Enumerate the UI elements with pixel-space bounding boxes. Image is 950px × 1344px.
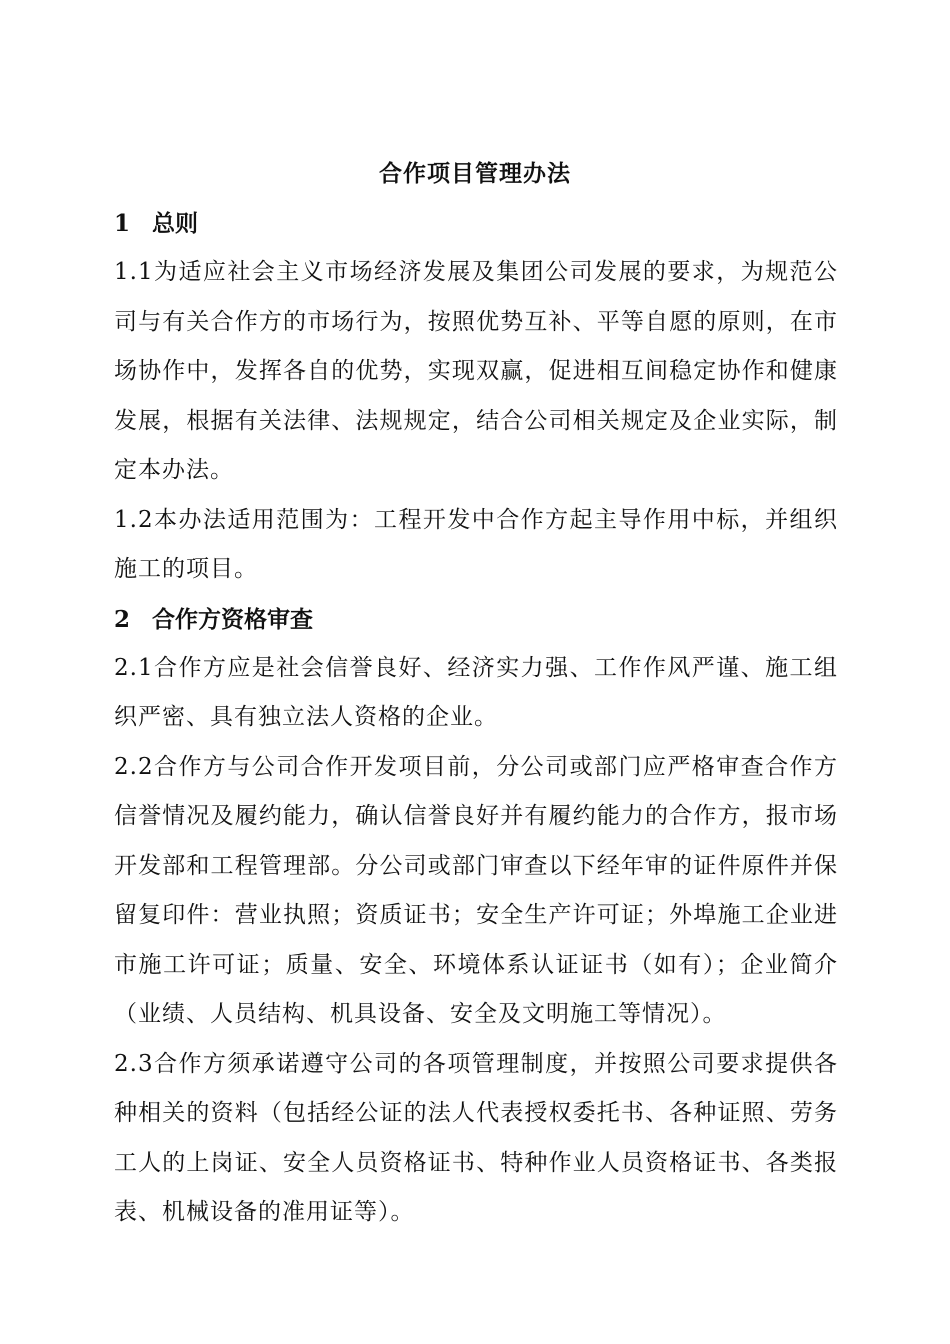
paragraph-2-2: 2.2合作方与公司合作开发项目前，分公司或部门应严格审查合作方信誉情况及履约能力，确认信誉良好并有履约能力的合作方，报市场开发部和工程管理部。分公司或部门审查以下经年审的证件原件并保留复印件：营业执照；资质证书；安全生产许可证；外埠施工企业进市施工许可证；质量、安全、环境体系认证证书（如有）；企业简介（业绩、人员结构、机具设备、安全及文明施工等情况）。 xyxy=(114,753,838,1027)
document-body xyxy=(114,199,838,1238)
section-heading-2 xyxy=(114,595,838,644)
paragraph-2-1: 2.1合作方应是社会信誉良好、经济实力强、工作作风严谨、施工组织严密、具有独立法人资格的企业。 xyxy=(114,654,838,730)
paragraph-2-3: 2.3合作方须承诺遵守公司的各项管理制度，并按照公司要求提供各种相关的资料（包括经公证的法人代表授权委托书、各种证照、劳务工人的上岗证、安全人员资格证书、特种作业人员资格证书、各类报表、机械设备的准用证等）。 xyxy=(114,1050,838,1225)
paragraph-1-1: 1.1为适应社会主义市场经济发展及集团公司发展的要求，为规范公司与有关合作方的市场行为，按照优势互补、平等自愿的原则，在市场协作中，发挥各自的优势，实现双赢，促进相互间稳定协作和健康发展，根据有关法律、法规规定，结合公司相关规定及企业实际，制定本办法。 xyxy=(114,259,838,483)
document-title: 合作项目管理办法 xyxy=(379,160,571,187)
paragraph-1-2: 1.2本办法适用范围为：工程开发中合作方起主导作用中标，并组织施工的项目。 xyxy=(114,506,838,582)
section-heading-1 xyxy=(114,199,838,248)
section-title: 合作方资格审查 xyxy=(152,605,313,633)
section-title: 总则 xyxy=(152,210,198,237)
section-number: 1 xyxy=(114,210,131,237)
section-number: 2 xyxy=(114,605,131,633)
